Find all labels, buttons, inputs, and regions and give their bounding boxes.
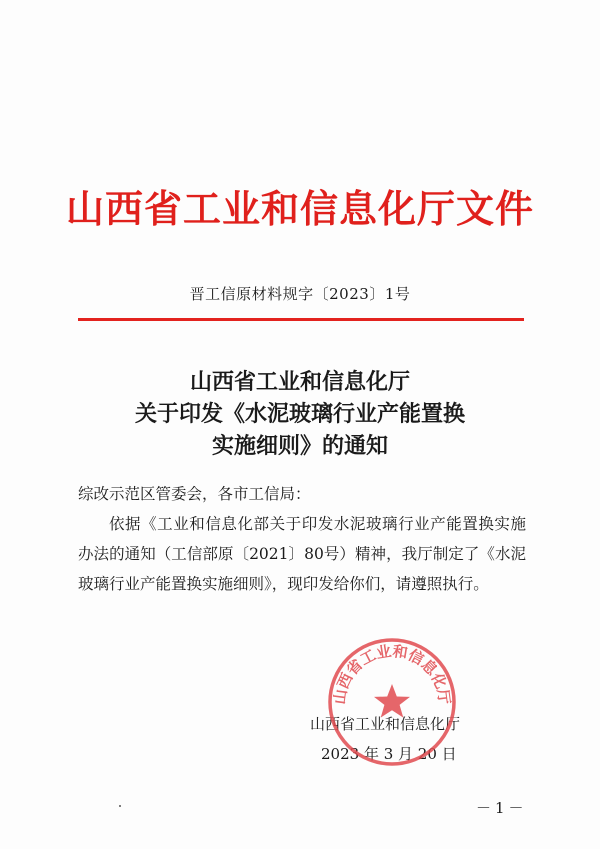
signatory-organization: 山西省工业和信息化厅 <box>310 715 461 733</box>
document-number: 晋工信原材料规字〔2023〕1号 <box>189 285 411 303</box>
scan-speck <box>119 805 121 807</box>
body-paragraph: 依据《工业和信息化部关于印发水泥玻璃行业产能置换实施办法的通知（工信部原〔2021〕80号）精神，我厅制定了《水泥玻璃行业产能置换实施细则》，现印发给你们，请遵照执行。 <box>78 515 526 593</box>
star-icon <box>374 684 410 718</box>
official-seal-stamp <box>326 636 458 768</box>
signature-date: 2023 年 3 月 20 日 <box>321 745 457 763</box>
red-divider-line <box>78 318 524 321</box>
seal-ring-text: 山西省工业和信息化厅 <box>330 642 454 706</box>
notice-title-line-2: 关于印发《水泥玻璃行业产能置换 <box>134 401 465 427</box>
notice-title-line-1: 山西省工业和信息化厅 <box>189 369 410 395</box>
addressee-line: 综改示范区管委会，各市工信局： <box>78 485 311 503</box>
page-number: －1－ <box>476 799 528 817</box>
notice-title-line-3: 实施细则》的通知 <box>211 433 388 459</box>
notice-title <box>0 366 600 462</box>
document-masthead: 山西省工业和信息化厅文件 <box>65 187 534 231</box>
